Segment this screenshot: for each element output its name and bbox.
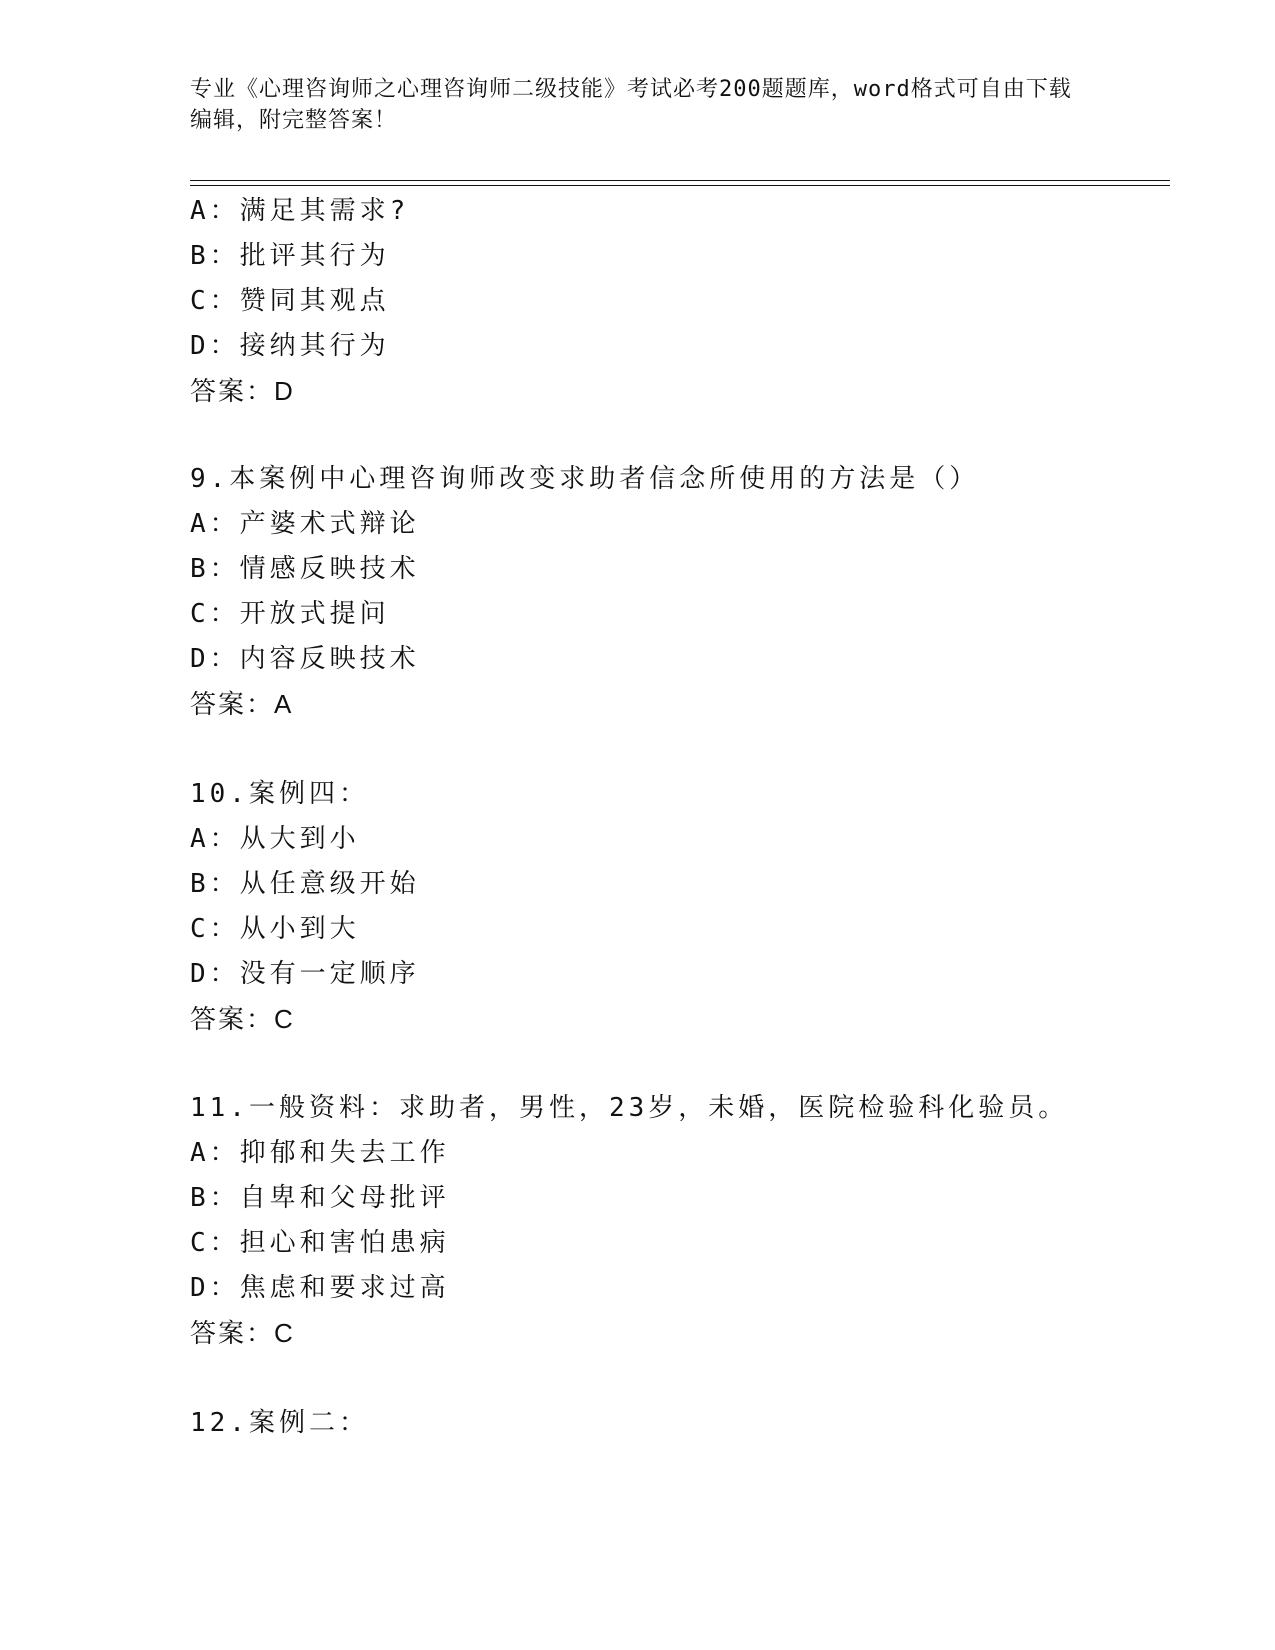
question-stem: 9.本案例中心理咨询师改变求助者信念所使用的方法是（）	[190, 464, 980, 494]
option-c: C：开放式提问	[190, 599, 390, 629]
header-divider-bottom	[190, 185, 1170, 186]
option-b: B：情感反映技术	[190, 554, 420, 584]
option-d: D：接纳其行为	[190, 331, 390, 361]
option-d: D：焦虑和要求过高	[190, 1273, 450, 1303]
option-b: B：批评其行为	[190, 241, 390, 271]
document-intro: 专业《心理咨询师之心理咨询师二级技能》考试必考200题题库，word格式可自由下载编辑，附完整答案！	[190, 77, 1072, 133]
answer: 答案：C	[190, 1318, 295, 1348]
answer: 答案：A	[190, 689, 294, 719]
option-d: D：没有一定顺序	[190, 959, 420, 989]
option-a: A：抑郁和失去工作	[190, 1138, 450, 1168]
option-c: C：从小到大	[190, 914, 360, 944]
option-a: A：从大到小	[190, 824, 360, 854]
option-a: A：产婆术式辩论	[190, 509, 420, 539]
option-a: A：满足其需求?	[190, 196, 410, 226]
option-d: D：内容反映技术	[190, 644, 420, 674]
question-stem: 10.案例四：	[190, 779, 369, 809]
header-divider-top	[190, 180, 1170, 181]
answer: 答案：D	[190, 376, 295, 406]
answer: 答案：C	[190, 1004, 295, 1034]
option-c: C：担心和害怕患病	[190, 1228, 450, 1258]
option-b: B：自卑和父母批评	[190, 1183, 450, 1213]
option-b: B：从任意级开始	[190, 869, 420, 899]
question-stem: 12.案例二：	[190, 1408, 369, 1438]
option-c: C：赞同其观点	[190, 286, 390, 316]
question-stem: 11.一般资料：求助者，男性，23岁，未婚，医院检验科化验员。	[190, 1093, 1069, 1123]
